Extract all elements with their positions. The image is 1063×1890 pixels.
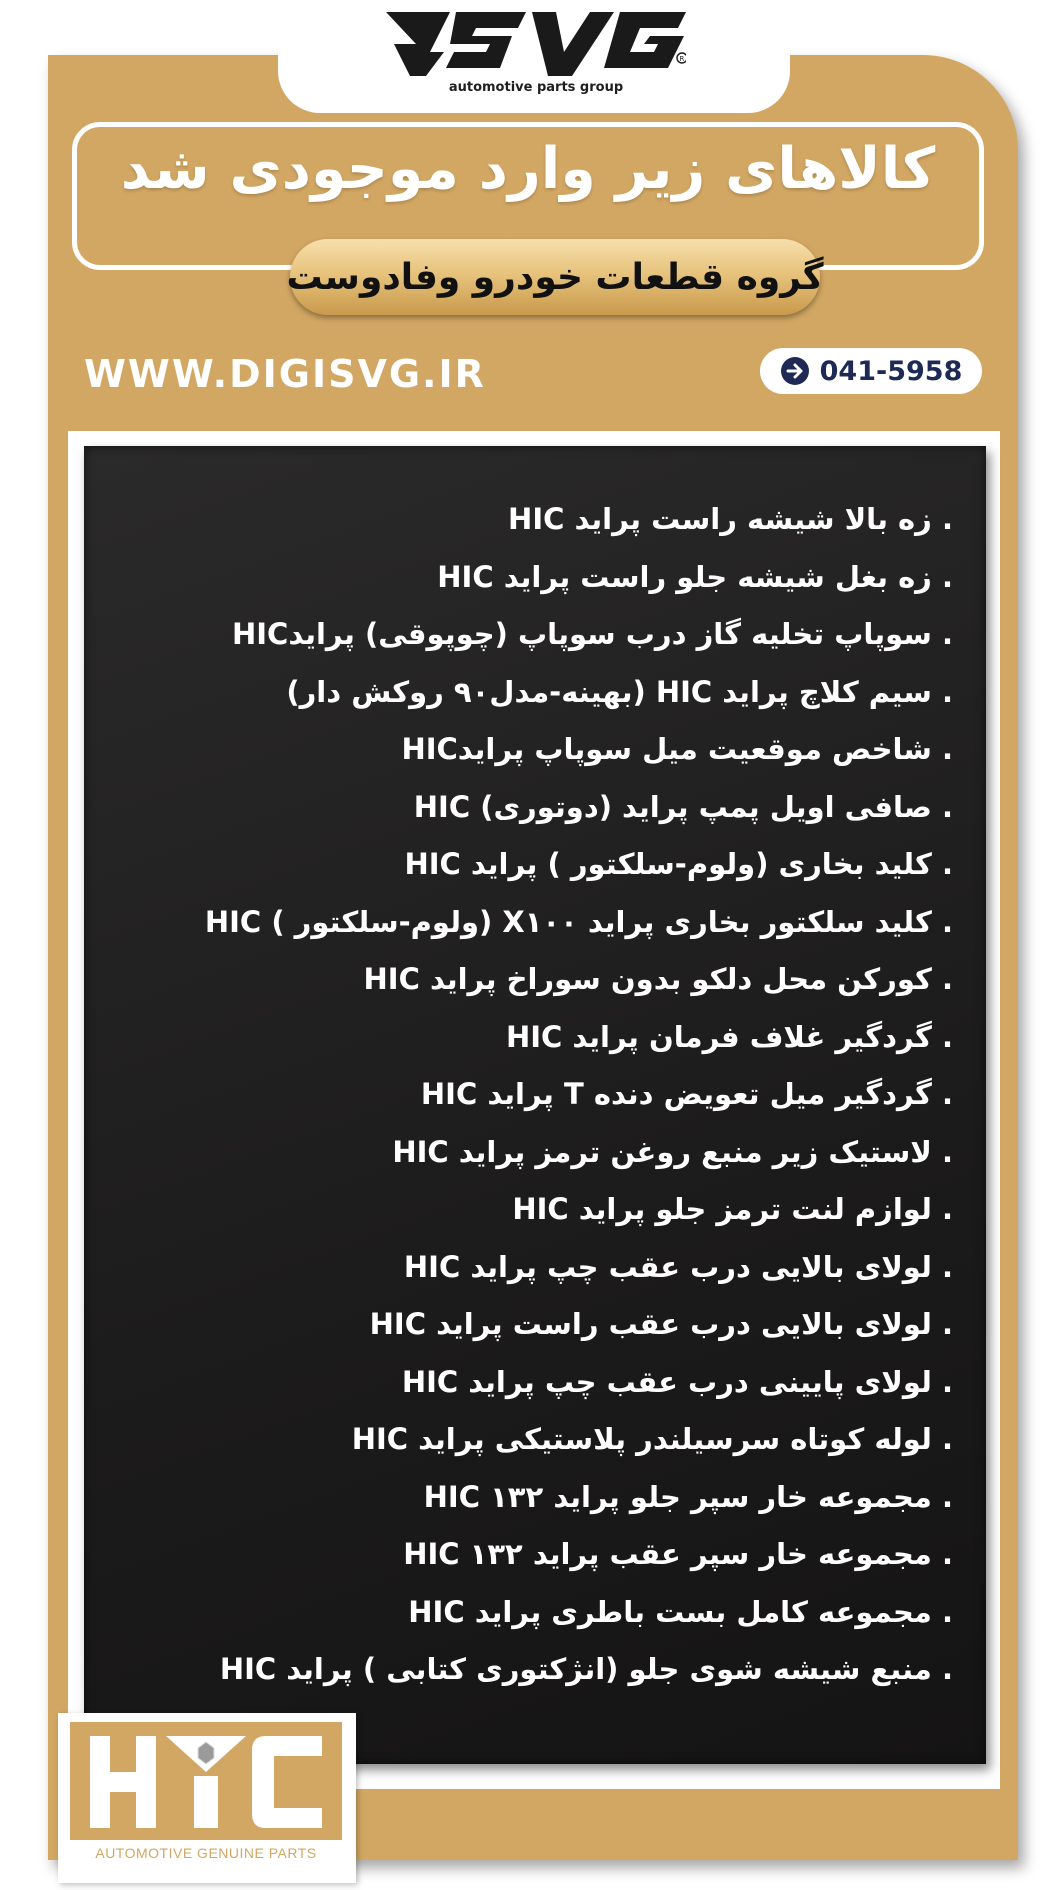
list-item: . گردگیر غلاف فرمان پراید HIC — [505, 1019, 953, 1054]
list-item: . لوله کوتاه سرسیلندر پلاستیکی پراید HIC — [351, 1422, 953, 1456]
list-item: . مجموعه خار سپر عقب پراید ۱۳۲ HIC — [403, 1537, 953, 1571]
list-item: . شاخص موقعیت میل سوپاپ پرایدHIC — [401, 732, 953, 766]
list-item: . کلید بخاری (ولوم-سلکتور ) پراید HIC — [404, 847, 953, 881]
list-item: . سیم کلاچ پراید HIC (بهینه-مدل۹۰ روکش دار) — [286, 674, 953, 709]
list-item: . زه بالا شیشه راست پراید HIC — [508, 502, 953, 536]
list-item: . لوازم لنت ترمز جلو پراید HIC — [512, 1192, 953, 1226]
svg-brand-logo — [386, 8, 686, 80]
list-item: . گردگیر میل تعویض دنده T پراید HIC — [420, 1077, 953, 1111]
phone-number: 041-5958 — [819, 355, 963, 387]
hic-logo — [70, 1722, 342, 1840]
phone-badge[interactable] — [760, 348, 982, 394]
list-item: . منبع شیشه شوی جلو (انژکتوری کتابی ) پراید HIC — [219, 1652, 953, 1686]
subtitle-text: گروه قطعات خودرو وفادوست — [286, 256, 824, 298]
logo-subtitle: automotive parts group — [448, 80, 624, 95]
list-item: . کلید سلکتور بخاری پراید X۱۰۰ (ولوم-سلکتور ) HIC — [204, 904, 953, 939]
list-item: . سوپاپ تخلیه گاز درب سوپاپ (چوپوقی) پرایدHIC — [232, 617, 953, 651]
website-link[interactable]: WWW.DIGISVG.IR — [84, 352, 486, 396]
list-item: . مجموعه کامل بست باطری پراید HIC — [408, 1594, 953, 1629]
list-item: . لاستیک زیر منبع روغن ترمز پراید HIC — [392, 1134, 953, 1169]
list-item: . کورکن محل دلکو بدون سوراخ پراید HIC — [363, 962, 953, 996]
list-item: . لولای پایینی درب عقب چپ پراید HIC — [401, 1364, 953, 1399]
list-item: . لولای بالایی درب عقب راست پراید HIC — [369, 1307, 953, 1341]
list-item: . مجموعه خار سپر جلو پراید ۱۳۲ HIC — [423, 1479, 953, 1514]
list-item: . زه بغل شیشه جلو راست پراید HIC — [437, 559, 953, 594]
subtitle-pill — [286, 239, 824, 315]
hic-tagline: AUTOMOTIVE GENUINE PARTS — [95, 1845, 317, 1861]
page-title: کالاهای زیر وارد موجودی شد — [120, 136, 936, 202]
product-list — [133, 491, 953, 1699]
list-item: . لولای بالایی درب عقب چپ پراید HIC — [403, 1249, 953, 1284]
arrow-right-circle-icon — [780, 356, 810, 386]
list-item: . صافی اویل پمپ پراید (دوتوری) HIC — [413, 789, 953, 824]
svg-text:R: R — [679, 55, 685, 63]
